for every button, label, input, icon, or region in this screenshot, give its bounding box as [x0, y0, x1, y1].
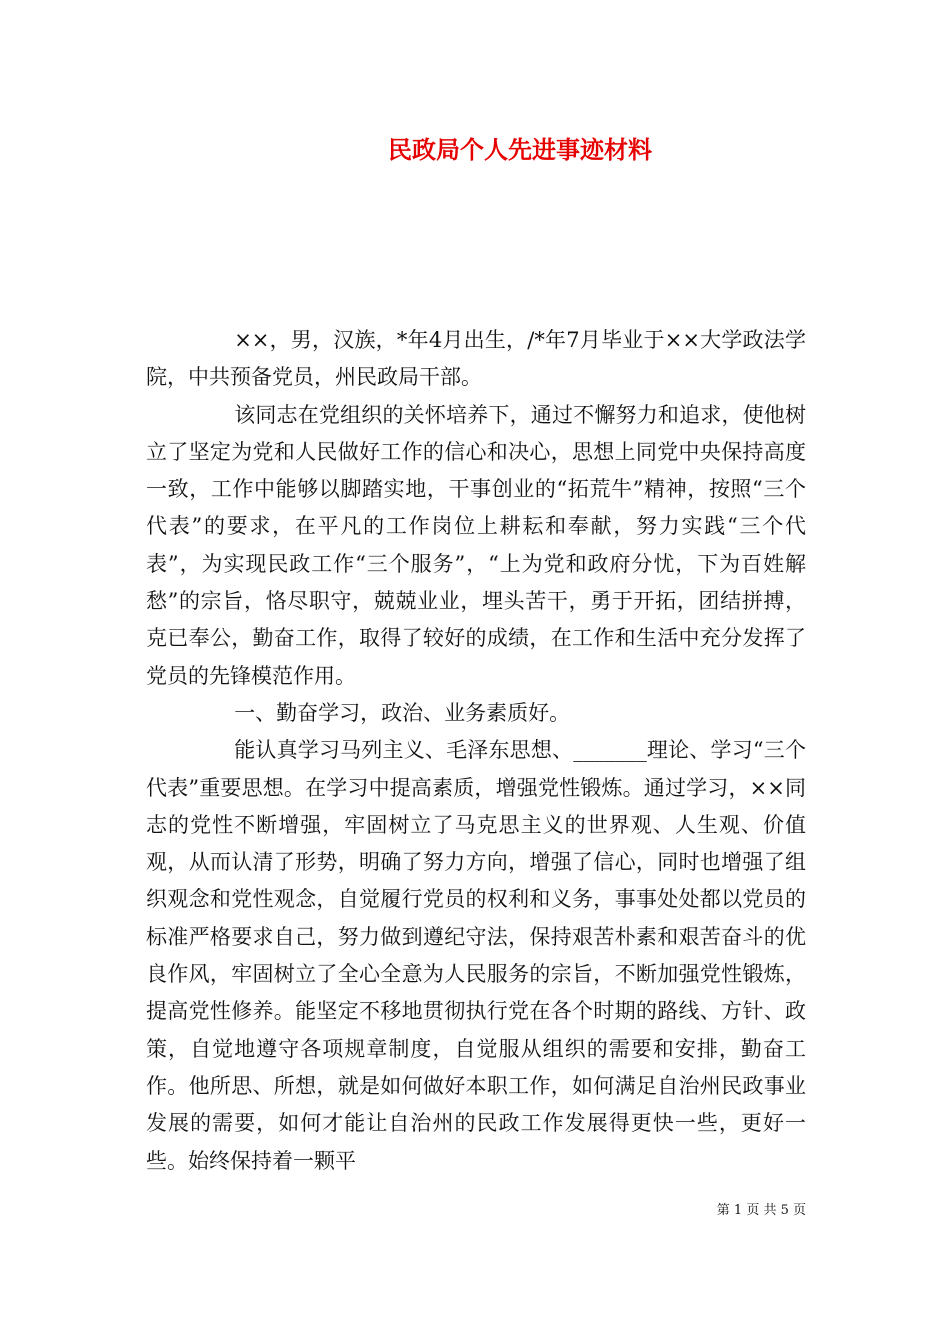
paragraph-study: 能认真学习马列主义、毛泽东思想、_______理论、学习“三个代表”重要思想。在学习中提高素质，增强党性锻炼。通过学习，××同志的党性不断增强，牢固树立了马克思主义的世界观、人生观、价值观，从而认清了形势，明确了努力方向，增强了信心，同时也增强了组织观念和党性观念，自觉履行党员的权利和义务，事事处处都以党员的标准严格要求自己，努力做到遵纪守法，保持艰苦朴素和艰苦奋斗的优良作风，牢固树立了全心全意为人民服务的宗旨，不断加强党性锻炼，提高党性修养。能坚定不移地贯彻执行党在各个时期的路线、方针、政策，自觉地遵守各项规章制度，自觉服从组织的需要和安排，勤奋工作。他所思、所想，就是如何做好本职工作，如何满足自治州民政事业发展的需要，如何才能让自治州的民政工作发展得更快一些，更好一些。始终保持着一颗平	[146, 738, 806, 1173]
document-title: 民政局个人先进事迹材料	[388, 135, 652, 164]
document-body	[146, 322, 806, 1180]
paragraph-intro: ××，男，汉族，*年4月出生，/*年7月毕业于××大学政法学院，中共预备党员，州民政局干部。	[146, 328, 806, 390]
paragraph-summary: 该同志在党组织的关怀培养下，通过不懈努力和追求，使他树立了坚定为党和人民做好工作的信心和决心，思想上同党中央保持高度一致，工作中能够以脚踏实地，干事创业的“拓荒牛”精神，按照“三个代表”的要求，在平凡的工作岗位上耕耘和奉献，努力实践“三个代表”，为实现民政工作“三个服务”，“上为党和政府分忧，下为百姓解愁”的宗旨，恪尽职守，兢兢业业，埋头苦干，勇于开拓，团结拼搏，克已奉公，勤奋工作，取得了较好的成绩，在工作和生活中充分发挥了党员的先锋模范作用。	[146, 402, 806, 688]
section-heading-1: 一、勤奋学习，政治、业务素质好。	[234, 700, 571, 725]
page-footer: 第 1 页 共 5 页	[716, 1203, 806, 1218]
